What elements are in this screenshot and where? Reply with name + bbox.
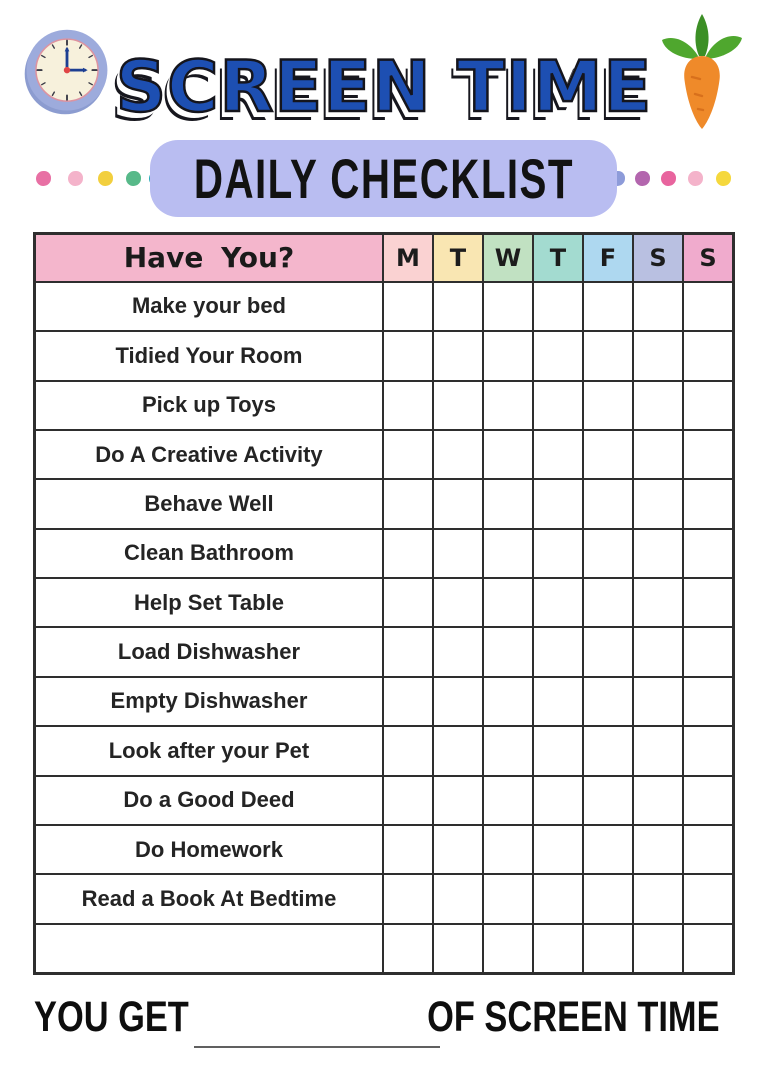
check-cell[interactable] <box>633 776 683 825</box>
check-cell[interactable] <box>383 529 433 578</box>
check-cell[interactable] <box>433 381 483 430</box>
check-cell[interactable] <box>633 874 683 923</box>
check-cell[interactable] <box>433 627 483 676</box>
check-cell[interactable] <box>433 924 483 973</box>
decorative-dot-right <box>661 171 676 186</box>
task-label: Clean Bathroom <box>35 529 383 578</box>
task-label: Read a Book At Bedtime <box>35 874 383 923</box>
check-cell[interactable] <box>383 627 433 676</box>
check-cell[interactable] <box>633 479 683 528</box>
day-header-6: S <box>633 234 683 282</box>
task-label: Do Homework <box>35 825 383 874</box>
check-cell[interactable] <box>383 381 433 430</box>
check-cell[interactable] <box>383 479 433 528</box>
check-cell[interactable] <box>383 825 433 874</box>
check-cell[interactable] <box>583 479 633 528</box>
check-cell[interactable] <box>683 924 733 973</box>
check-cell[interactable] <box>383 726 433 775</box>
check-cell[interactable] <box>533 924 583 973</box>
check-cell[interactable] <box>583 825 633 874</box>
check-cell[interactable] <box>483 825 533 874</box>
task-label: Make your bed <box>35 282 383 331</box>
page-subtitle: DAILY CHECKLIST <box>193 147 574 210</box>
check-cell[interactable] <box>533 282 583 331</box>
task-label: Tidied Your Room <box>35 331 383 380</box>
day-header-4: T <box>533 234 583 282</box>
day-header-1: M <box>383 234 433 282</box>
check-cell[interactable] <box>583 924 633 973</box>
clock-icon <box>20 24 114 120</box>
check-cell[interactable] <box>483 381 533 430</box>
check-cell[interactable] <box>533 331 583 380</box>
check-cell[interactable] <box>483 331 533 380</box>
footer-you-get-label: YOU GET <box>34 993 189 1041</box>
check-cell[interactable] <box>433 825 483 874</box>
check-cell[interactable] <box>483 874 533 923</box>
check-cell[interactable] <box>633 331 683 380</box>
check-cell[interactable] <box>383 578 433 627</box>
check-cell[interactable] <box>583 776 633 825</box>
check-cell[interactable] <box>683 776 733 825</box>
check-cell[interactable] <box>633 529 683 578</box>
check-cell[interactable] <box>383 924 433 973</box>
decorative-dot-left <box>68 171 83 186</box>
check-cell[interactable] <box>683 479 733 528</box>
check-cell[interactable] <box>683 825 733 874</box>
check-cell[interactable] <box>483 529 533 578</box>
check-cell[interactable] <box>433 776 483 825</box>
check-cell[interactable] <box>533 726 583 775</box>
check-cell[interactable] <box>433 726 483 775</box>
check-cell[interactable] <box>483 430 533 479</box>
check-cell[interactable] <box>683 529 733 578</box>
check-cell[interactable] <box>433 479 483 528</box>
check-cell[interactable] <box>683 578 733 627</box>
checklist-table <box>33 232 735 975</box>
task-label: Do A Creative Activity <box>35 430 383 479</box>
check-cell[interactable] <box>533 381 583 430</box>
have-you-header: Have You? <box>35 234 383 282</box>
check-cell[interactable] <box>583 529 633 578</box>
check-cell[interactable] <box>683 331 733 380</box>
check-cell[interactable] <box>483 726 533 775</box>
decorative-dot-left <box>98 171 113 186</box>
decorative-dot-left <box>36 171 51 186</box>
page-title: SCREEN TIME <box>115 46 653 128</box>
check-cell[interactable] <box>583 726 633 775</box>
day-header-3: W <box>483 234 533 282</box>
check-cell[interactable] <box>433 578 483 627</box>
check-cell[interactable] <box>683 677 733 726</box>
check-cell[interactable] <box>533 578 583 627</box>
check-cell[interactable] <box>383 331 433 380</box>
check-cell[interactable] <box>483 282 533 331</box>
check-cell[interactable] <box>683 282 733 331</box>
check-cell[interactable] <box>533 430 583 479</box>
check-cell[interactable] <box>683 381 733 430</box>
check-cell[interactable] <box>683 627 733 676</box>
task-label: Behave Well <box>35 479 383 528</box>
check-cell[interactable] <box>433 282 483 331</box>
decorative-dot-right <box>716 171 731 186</box>
check-cell[interactable] <box>383 874 433 923</box>
check-cell[interactable] <box>583 627 633 676</box>
check-cell[interactable] <box>633 430 683 479</box>
check-cell[interactable] <box>433 529 483 578</box>
check-cell[interactable] <box>633 282 683 331</box>
check-cell[interactable] <box>483 677 533 726</box>
check-cell[interactable] <box>583 282 633 331</box>
check-cell[interactable] <box>583 331 633 380</box>
day-header-2: T <box>433 234 483 282</box>
check-cell[interactable] <box>633 381 683 430</box>
check-cell[interactable] <box>583 578 633 627</box>
check-cell[interactable] <box>383 430 433 479</box>
check-cell[interactable] <box>433 331 483 380</box>
check-cell[interactable] <box>383 282 433 331</box>
subtitle-banner <box>150 140 617 217</box>
check-cell[interactable] <box>533 529 583 578</box>
check-cell[interactable] <box>483 776 533 825</box>
check-cell[interactable] <box>633 677 683 726</box>
carrot-icon <box>652 10 752 150</box>
task-label: Help Set Table <box>35 578 383 627</box>
check-cell[interactable] <box>633 726 683 775</box>
task-label: Empty Dishwasher <box>35 677 383 726</box>
check-cell[interactable] <box>533 874 583 923</box>
decorative-dot-right <box>635 171 650 186</box>
check-cell[interactable] <box>533 627 583 676</box>
check-cell[interactable] <box>483 479 533 528</box>
check-cell[interactable] <box>583 381 633 430</box>
check-cell[interactable] <box>633 825 683 874</box>
check-cell[interactable] <box>583 677 633 726</box>
screen-time-blank-field[interactable] <box>194 1046 440 1048</box>
check-cell[interactable] <box>433 874 483 923</box>
check-cell[interactable] <box>383 677 433 726</box>
check-cell[interactable] <box>683 430 733 479</box>
check-cell[interactable] <box>583 874 633 923</box>
check-cell[interactable] <box>483 578 533 627</box>
task-label <box>35 924 383 973</box>
check-cell[interactable] <box>633 924 683 973</box>
task-label: Look after your Pet <box>35 726 383 775</box>
day-header-5: F <box>583 234 633 282</box>
check-cell[interactable] <box>633 578 683 627</box>
day-header-7: S <box>683 234 733 282</box>
decorative-dot-right <box>688 171 703 186</box>
check-cell[interactable] <box>433 430 483 479</box>
task-label: Pick up Toys <box>35 381 383 430</box>
task-label: Load Dishwasher <box>35 627 383 676</box>
check-cell[interactable] <box>483 627 533 676</box>
check-cell[interactable] <box>483 924 533 973</box>
task-label: Do a Good Deed <box>35 776 383 825</box>
check-cell[interactable] <box>533 825 583 874</box>
check-cell[interactable] <box>683 726 733 775</box>
check-cell[interactable] <box>533 479 583 528</box>
check-cell[interactable] <box>533 677 583 726</box>
decorative-dot-left <box>126 171 141 186</box>
footer-of-screen-time-label: OF SCREEN TIME <box>427 993 720 1041</box>
check-cell[interactable] <box>533 776 583 825</box>
check-cell[interactable] <box>683 874 733 923</box>
check-cell[interactable] <box>583 430 633 479</box>
check-cell[interactable] <box>633 627 683 676</box>
check-cell[interactable] <box>383 776 433 825</box>
check-cell[interactable] <box>433 677 483 726</box>
